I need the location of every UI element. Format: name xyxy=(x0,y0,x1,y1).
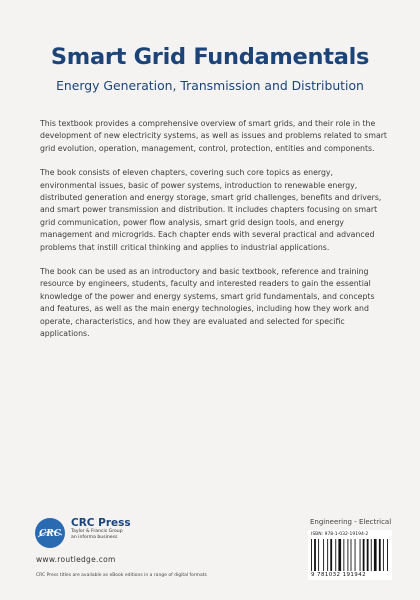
barcode-bar xyxy=(367,539,369,571)
logo-text: CRC xyxy=(39,529,61,539)
blurb-paragraph: This textbook provides a comprehensive overview of smart grids, and their role in the development of new electricity systems, as well as issues and problems related to smart grid evolution, operation, management, control, protection, entities and components. xyxy=(40,119,387,153)
blurb-paragraph: The book consists of eleven chapters, covering such core topics as energy, environmental issues, basic of power systems, introduction to renewable energy, distributed generation and energy storage, smart grid challenges, benefits and drivers, and smart power transmission and distribution. It includes chapters focusing on smart grid communication, power flow analysis, smart grid design tools, and energy management and microgrids. Each chapter ends with several practical and advanced problems that instill critical thinking and applies to industrial applications. xyxy=(40,168,382,252)
barcode-bar xyxy=(318,539,319,571)
barcode-bar xyxy=(330,539,332,571)
barcode-block xyxy=(308,530,392,580)
barcode-digits: 9 781032 191942 xyxy=(311,572,366,578)
barcode-bar xyxy=(355,539,356,571)
barcode-bar xyxy=(323,539,324,571)
book-subtitle: Energy Generation, Transmission and Distribution xyxy=(56,78,364,93)
isbn-label: ISBN: 978-1-032-19194-2 xyxy=(311,532,369,537)
barcode-bar xyxy=(360,539,361,571)
publisher-name: CRC Press xyxy=(71,517,131,529)
publisher-website: www.routledge.com xyxy=(36,555,116,564)
barcode-bar xyxy=(363,539,365,571)
barcode-bar xyxy=(383,539,384,571)
barcode-bar xyxy=(338,539,341,571)
subject-category: Engineering - Electrical xyxy=(310,518,392,526)
publisher-group: Taylor & Francis Group xyxy=(71,529,123,534)
barcode-bar xyxy=(343,539,344,571)
book-title: Smart Grid Fundamentals xyxy=(50,44,370,70)
barcode-bar xyxy=(347,539,348,571)
barcode-bar xyxy=(335,539,336,571)
barcode-bar xyxy=(351,539,352,571)
barcode-bars xyxy=(311,539,389,571)
barcode-bar xyxy=(371,539,372,571)
publisher-tagline: an informa business xyxy=(71,535,118,540)
ebook-note: CRC Press titles are available as eBook editions in a range of digital formats xyxy=(36,573,207,578)
barcode-bar xyxy=(311,539,312,571)
barcode-bar xyxy=(374,539,377,571)
barcode-bar xyxy=(379,539,381,571)
publisher-block xyxy=(71,517,131,541)
crc-press-logo-icon xyxy=(34,517,66,549)
barcode-bar xyxy=(387,539,388,571)
barcode-bar xyxy=(314,539,316,571)
blurb xyxy=(40,118,388,353)
blurb-paragraph: The book can be used as an introductory and basic textbook, reference and training resource by engineers, students, faculty and interested readers to gain the essential knowledge of the power and energy systems, smart grid fundamentals, and concepts and features, as well as the main energy technologies, including how they work and operate, characteristics, and how they are evaluated and selected for specific applications. xyxy=(40,267,375,339)
barcode-bar xyxy=(327,539,328,571)
